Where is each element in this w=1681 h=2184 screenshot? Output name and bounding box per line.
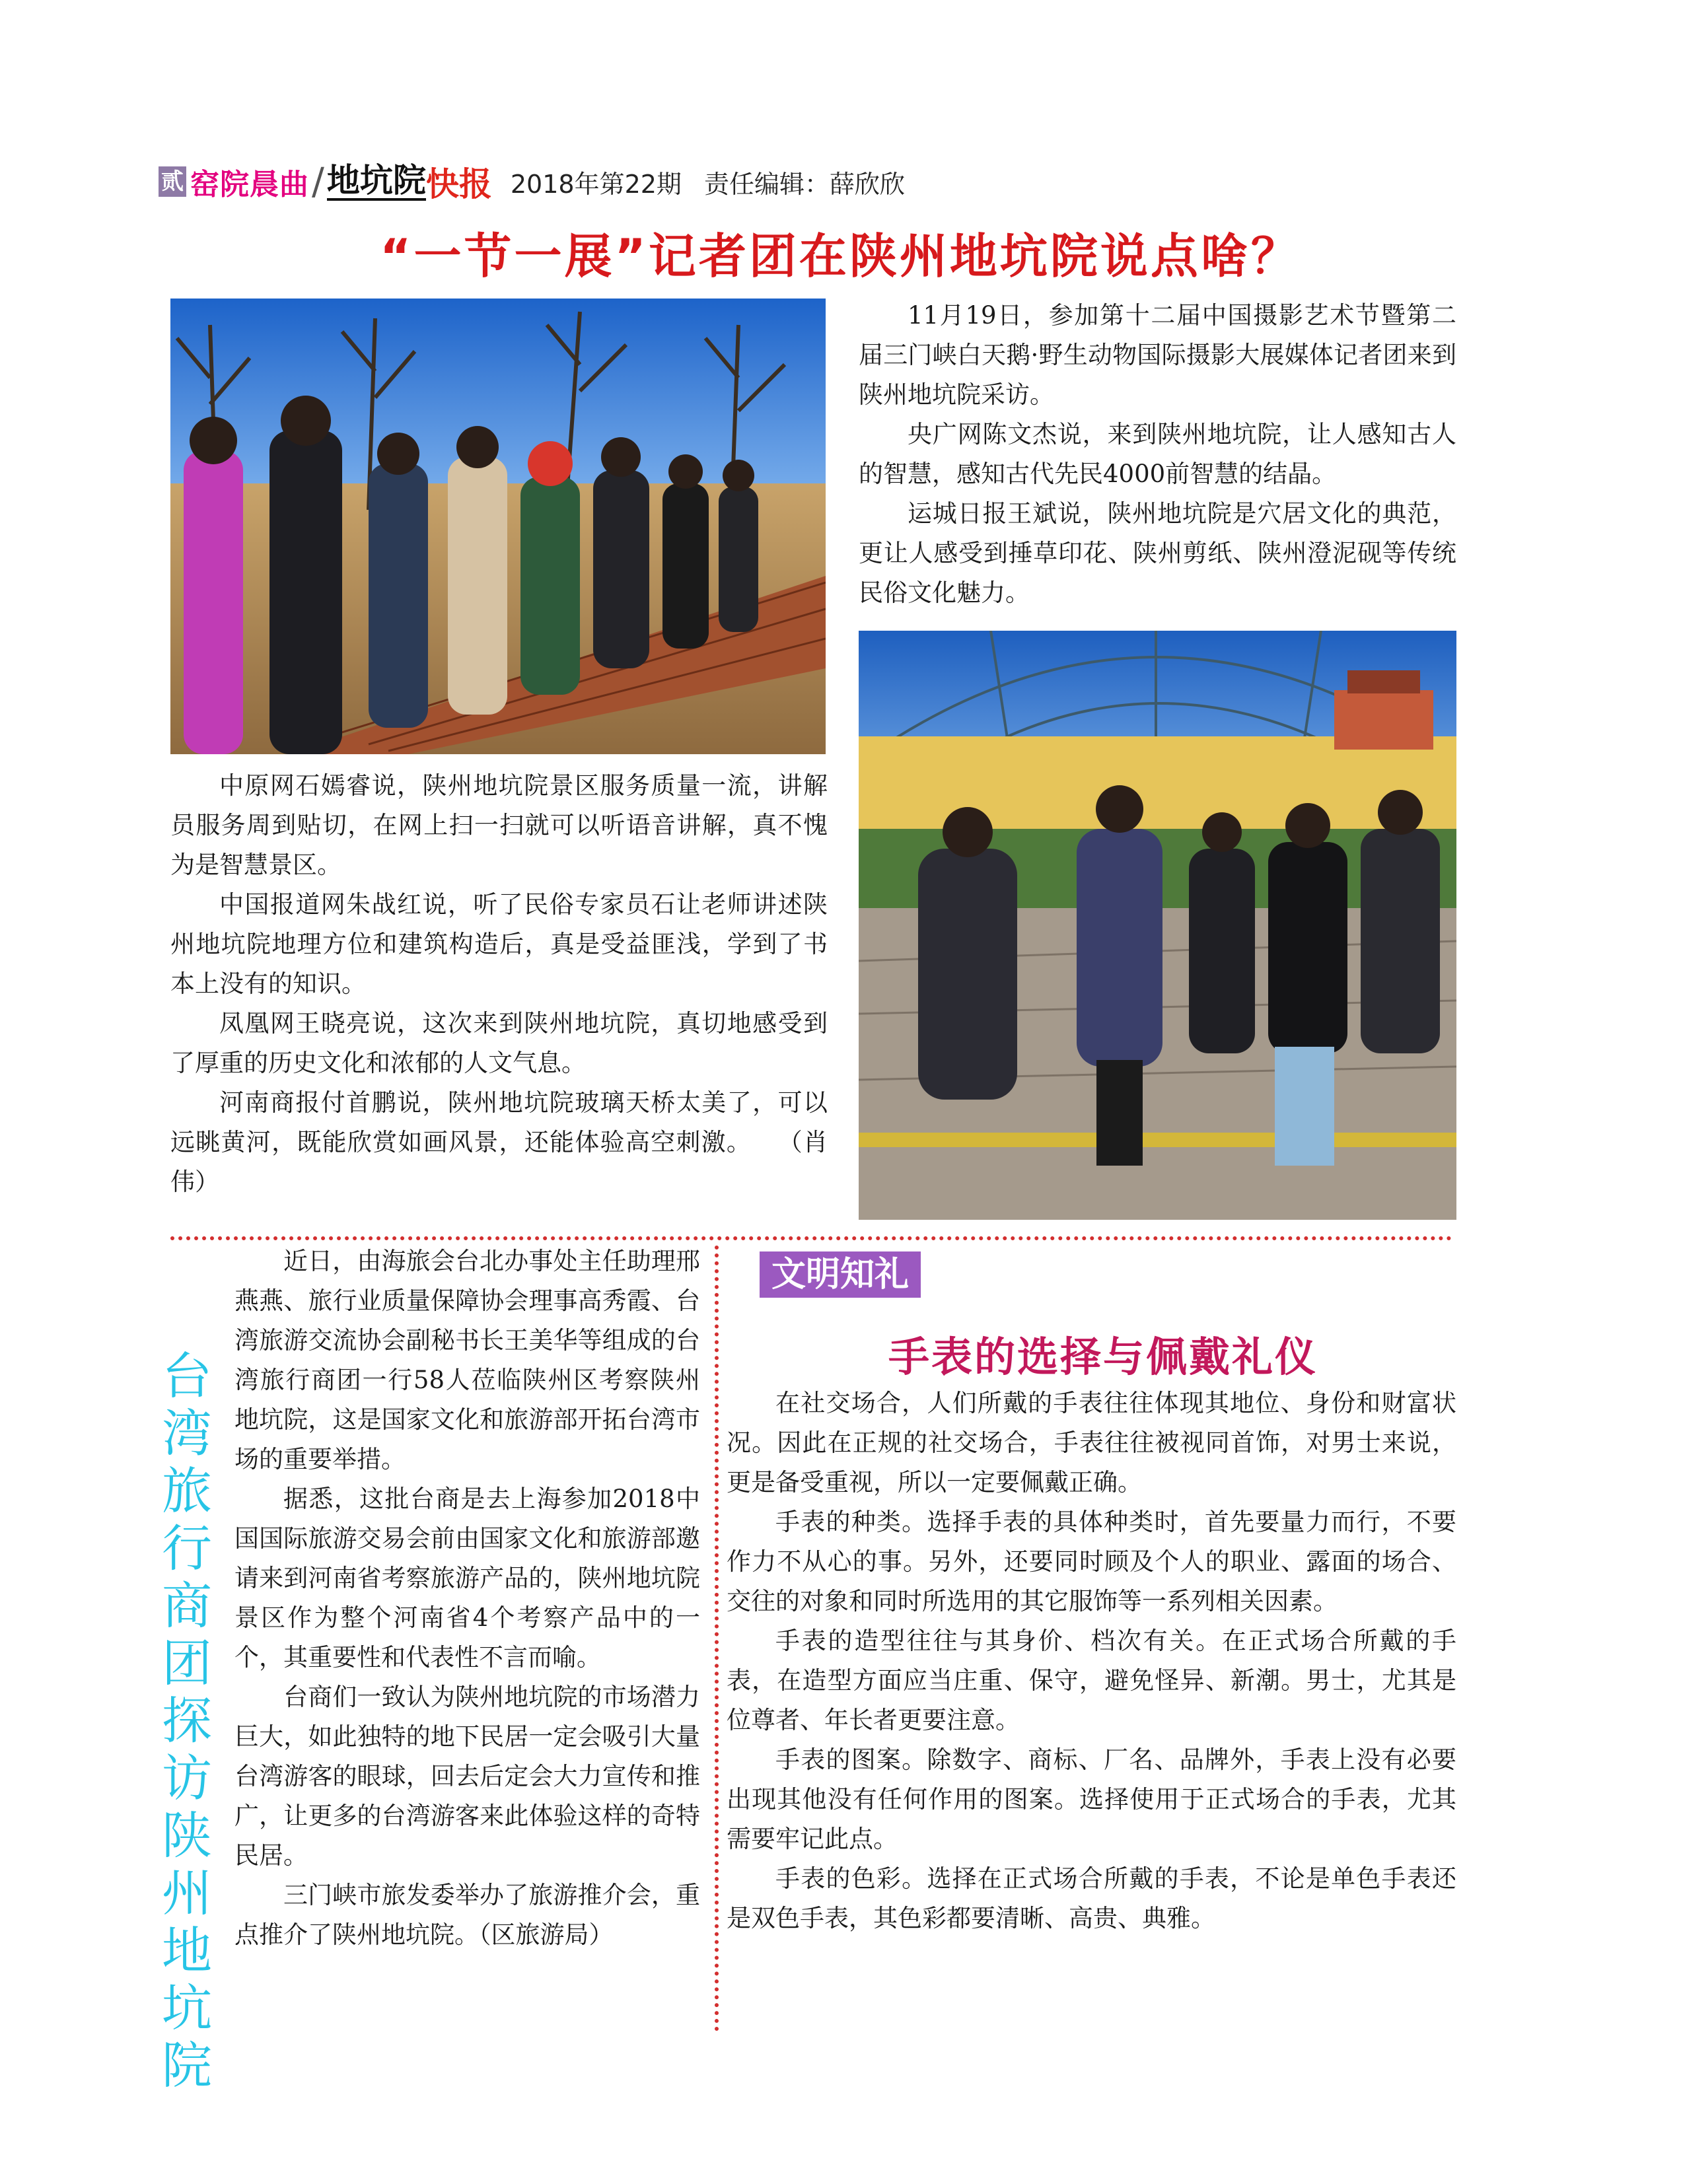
issue-number: 2018年第22期 — [510, 169, 682, 199]
taiwan-article-body — [234, 1242, 700, 1955]
page-badge: 贰 — [159, 166, 186, 197]
paragraph: 台商们一致认为陕州地坑院的市场潜力巨大，如此独特的地下民居一定会吸引大量台湾游客的眼球，回去后定会大力宣传和推广，让更多的台湾游客来此体验这样的奇特民居。 — [234, 1683, 700, 1870]
paragraph: 运城日报王斌说，陕州地坑院是穴居文化的典范，更让人感受到捶草印花、陕州剪纸、陕州澄泥砚等传统民俗文化魅力。 — [859, 499, 1456, 607]
reporters-walking-in-courtyard-photo — [859, 631, 1456, 1220]
paragraph: 凤凰网王晓亮说，这次来到陕州地坑院，真切地感受到了厚重的历史文化和浓郁的人文气息。 — [170, 1009, 828, 1077]
paragraph: 中原网石嫣睿说，陕州地坑院景区服务质量一流，讲解员服务周到贴切，在网上扫一扫就可以听语音讲解，真不愧为是智慧景区。 — [170, 771, 828, 879]
column-divider — [715, 1246, 719, 2031]
paper-name: 地坑院 — [326, 161, 426, 199]
paragraph: 手表的色彩。选择在正式场合所戴的手表，不论是单色手表还是双色手表，其色彩都要清晰、高贵、典雅。 — [727, 1864, 1456, 1932]
section-divider — [170, 1236, 1452, 1240]
taiwan-article-title: 台湾旅行商团探访陕州地坑院 — [162, 1347, 212, 2095]
paragraph: 手表的图案。除数字、商标、厂名、品牌外，手表上没有必要出现其他没有任何作用的图案。选择使用于正式场合的手表，尤其需要牢记此点。 — [727, 1745, 1456, 1853]
group-of-reporters-beside-brick-wall-photo — [170, 299, 826, 754]
paragraph: 在社交场合，人们所戴的手表往往体现其地位、身份和财富状况。因此在正规的社交场合，手表往往被视同首饰，对男士来说，更是备受重视，所以一定要佩戴正确。 — [727, 1389, 1456, 1497]
paragraph: 三门峡市旅发委举办了旅游推介会，重点推介了陕州地坑院。（区旅游局） — [234, 1881, 700, 1949]
paragraph: 河南商报付首鹏说，陕州地坑院玻璃天桥太美了，可以远眺黄河，既能欣赏如画风景，还能体验高空刺激。 （肖伟） — [170, 1088, 828, 1196]
column-name: 窑院晨曲 — [190, 168, 309, 201]
paragraph: 手表的造型往往与其身价、档次有关。在正式场合所戴的手表，在造型方面应当庄重、保守，避免怪异、新潮。男士，尤其是位尊者、年长者更要注意。 — [727, 1627, 1456, 1734]
editor-credit: 责任编辑：薛欣欣 — [703, 169, 905, 199]
main-headline: “一节一展”记者团在陕州地坑院说点啥？ — [380, 229, 1301, 284]
paragraph: 中国报道网朱战红说，听了民俗专家员石让老师讲述陕州地坑院地理方位和建筑构造后，真是受益匪浅，学到了书本上没有的知识。 — [170, 890, 828, 998]
paper-name-suffix: 快报 — [425, 165, 492, 203]
paragraph: 央广网陈文杰说，来到陕州地坑院，让人感知古人的智慧，感知古代先民4000前智慧的结晶。 — [859, 420, 1456, 488]
section-tag: 文明知礼 — [760, 1251, 921, 1298]
paragraph: 近日，由海旅会台北办事处主任助理邢燕燕、旅行业质量保障协会理事高秀霞、台湾旅游交流协会副秘书长王美华等组成的台湾旅行商团一行58人莅临陕州区考察陕州地坑院，这是国家文化和旅游部开拓台湾市场的重要举措。 — [234, 1247, 700, 1473]
main-article-body — [170, 766, 828, 1202]
paragraph: 据悉，这批台商是去上海参加2018中国国际旅游交易会前由国家文化和旅游部邀请来到河南省考察旅游产品的，陕州地坑院景区作为整个河南省4个考察产品中的一个，其重要性和代表性不言而喻。 — [234, 1485, 700, 1672]
masthead-separator: / — [312, 160, 324, 203]
etiquette-article-body — [727, 1384, 1456, 1938]
paragraph: 手表的种类。选择手表的具体种类时，首先要量力而行，不要作力不从心的事。另外，还要同时顾及个人的职业、露面的场合、交往的对象和同时所选用的其它服饰等一系列相关因素。 — [727, 1508, 1456, 1615]
etiquette-article-title: 手表的选择与佩戴礼仪 — [888, 1333, 1318, 1381]
main-article-intro — [859, 296, 1456, 613]
paragraph: 11月19日，参加第十二届中国摄影艺术节暨第二届三门峡白天鹅·野生动物国际摄影大展媒体记者团来到陕州地坑院采访。 — [859, 301, 1456, 409]
masthead — [159, 159, 905, 205]
